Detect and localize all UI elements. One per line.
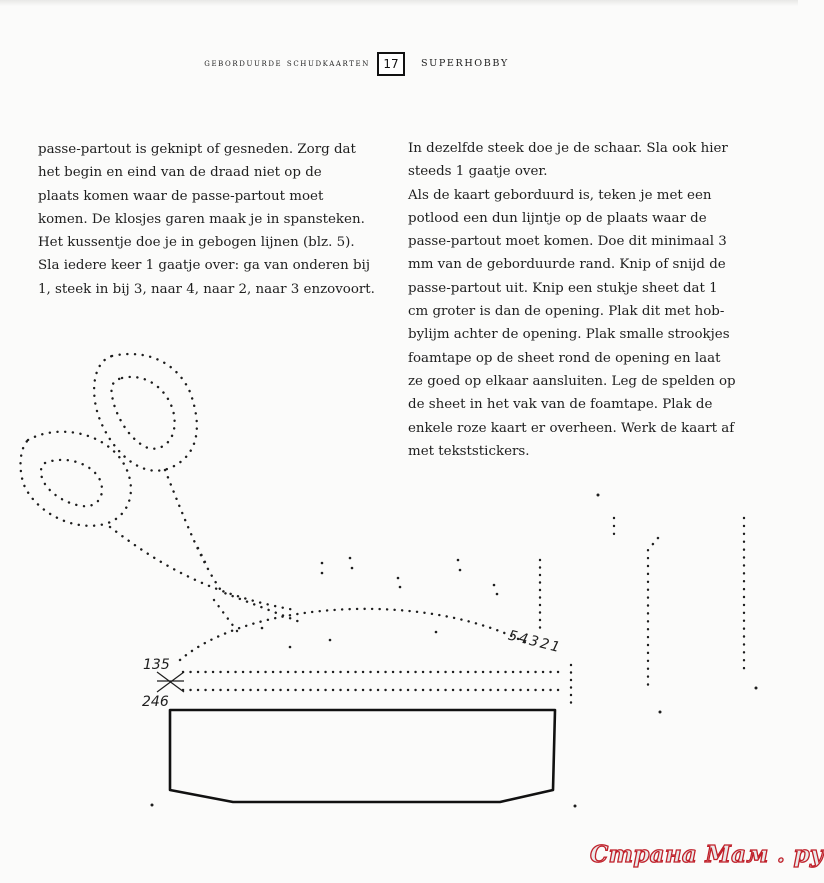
- text-line: komen. De klosjes garen maak je in spansteken.: [38, 211, 365, 227]
- running-header: [0, 52, 798, 78]
- cushion-arc: [180, 609, 530, 660]
- embroidery-pattern: [0, 340, 798, 840]
- scissors-lower-handle-inner: [41, 460, 102, 506]
- text-line: met tekststickers.: [408, 443, 530, 459]
- text-line: 1, steek in bij 3, naar 4, naar 2, naar 3 enzovoort.: [38, 281, 375, 297]
- scissors-pivot: [198, 548, 240, 635]
- page-top-shadow: [0, 0, 798, 6]
- label-right-numbers: 54321: [506, 627, 564, 657]
- scissors-upper-handle: [94, 354, 197, 471]
- text-line: de sheet in het vak van de foamtape. Plak de: [408, 397, 713, 413]
- spool-pattern: [614, 518, 744, 690]
- watermark-logo: Страна Мам . ру: [590, 841, 824, 868]
- text-line: steeds 1 gaatje over.: [408, 164, 548, 180]
- text-line: plaats komen waar de passe-partout moet: [38, 188, 324, 204]
- text-line: passe-partout is geknipt of gesneden. Zorg dat: [38, 142, 356, 157]
- text-line: In dezelfde steek doe je de schaar. Sla ook hier: [408, 141, 728, 156]
- label-even-numbers: 246: [142, 694, 169, 710]
- header-series-title: SUPERHOBBY: [421, 58, 509, 69]
- text-line: enkele roze kaart er overheen. Werk de kaart af: [408, 420, 735, 436]
- stray-dots: [151, 494, 758, 808]
- header-book-title: geborduurde schudkaarten: [204, 58, 370, 69]
- text-line: passe-partout moet komen. Doe dit minimaal 3: [408, 234, 727, 250]
- text-line: mm van de geborduurde rand. Knip of snijd de: [408, 257, 726, 273]
- cross-stitch-mark: [157, 672, 184, 692]
- text-line: passe-partout uit. Knip een stukje sheet dat 1: [408, 280, 718, 296]
- text-line: Als de kaart geborduurd is, teken je met een: [408, 187, 712, 203]
- page-number-box: [377, 52, 405, 76]
- spool-hook: [648, 538, 658, 690]
- text-line: het begin en eind van de draad niet op de: [38, 165, 322, 181]
- text-line: cm groter is dan de opening. Plak dit met hob-: [408, 304, 725, 320]
- scissors-blade-lower: [110, 527, 295, 610]
- scissors-blade-upper: [165, 470, 300, 622]
- left-text-column: [38, 138, 384, 301]
- passe-partout-opening: [170, 710, 555, 802]
- text-line: foamtape op de sheet rond de opening en laat: [408, 350, 721, 366]
- text-line: Sla iedere keer 1 gaatje over: ga van onderen bij: [38, 258, 370, 274]
- label-odd-numbers: 135: [143, 657, 170, 673]
- scissors-pattern: [21, 354, 300, 635]
- text-line: potlood een dun lijntje op de plaats waar de: [408, 210, 707, 226]
- text-line: Het kussentje doe je in gebogen lijnen (blz. 5).: [38, 235, 355, 251]
- text-line: ze goed op elkaar aansluiten. Leg de spelden op: [408, 373, 736, 389]
- page-number: 17: [383, 57, 399, 71]
- text-line: bylijm achter de opening. Plak smalle strookjes: [408, 327, 730, 343]
- scissors-upper-handle-inner: [111, 377, 174, 449]
